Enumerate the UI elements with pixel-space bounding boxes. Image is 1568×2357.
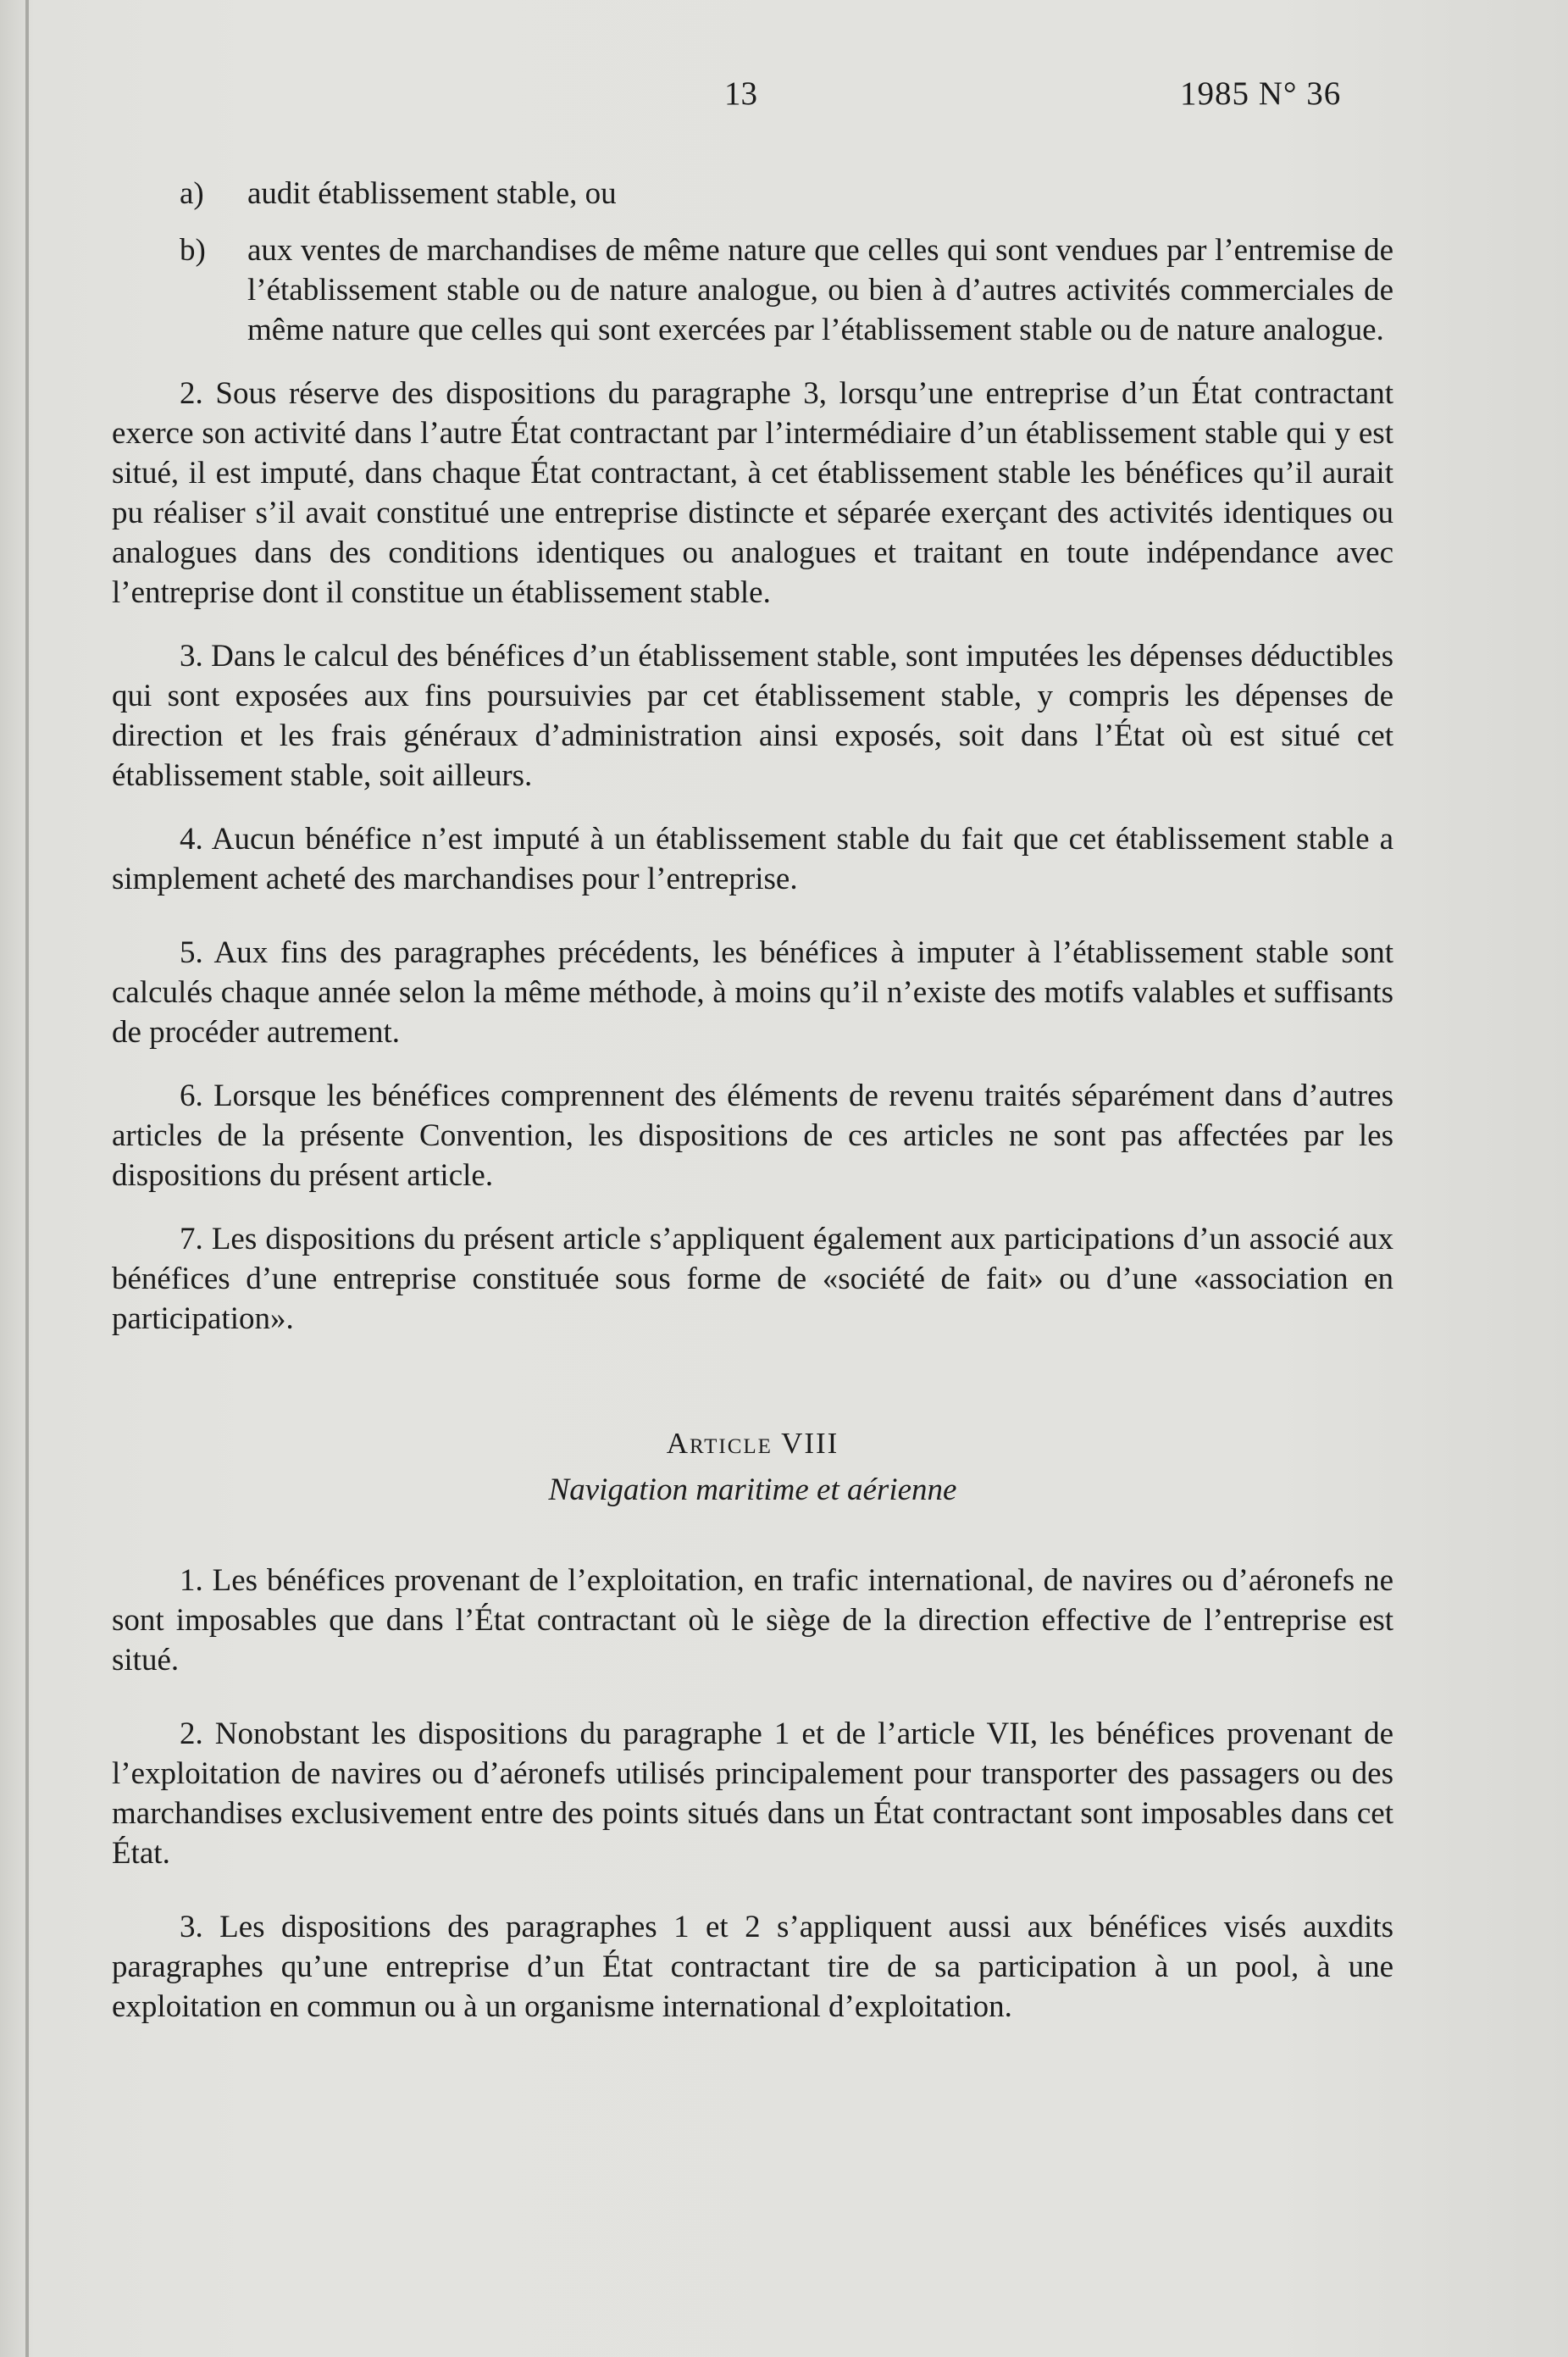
list-item-label: b): [180, 233, 206, 268]
paragraph-4: 4. Aucun bénéfice n’est imputé à un établissement stable du fait que cet établissement stable a simplement acheté des marchandises pour l’entreprise.: [112, 822, 1393, 896]
paragraph-5: 5. Aux fins des paragraphes précédents, les bénéfices à imputer à l’établissement stable sont calculés chaque année selon la même méthode, à moins qu’il n’existe des motifs valables et suffisants de procéder autrement.: [112, 935, 1393, 1050]
paragraph-3: 3. Dans le calcul des bénéfices d’un établissement stable, sont imputées les dépenses déductibles qui sont exposées aux fins poursuivies par cet établissement stable, y compris les dépenses de direction et les frais généraux d’administration ainsi exposés, soit dans l’État où est situé cet établissement stable, soit ailleurs.: [112, 639, 1393, 793]
page-number: 13: [724, 75, 757, 112]
page-header: [0, 68, 1568, 119]
article-viii-paragraph-2: 2. Nonobstant les dispositions du paragraphe 1 et de l’article VII, les bénéfices provenant de l’exploitation de navires ou d’aéronefs utilisés principalement pour transporter des passagers ou des marchandises exclusivement entre des points situés dans un État contractant sont imposables dans cet État.: [112, 1716, 1393, 1871]
document-reference: 1985 N° 36: [1180, 75, 1342, 112]
list-item-label: a): [180, 176, 204, 211]
paragraph-7: 7. Les dispositions du présent article s’appliquent également aux participations d’un associé aux bénéfices d’une entreprise constituée sous forme de «société de fait» ou d’une «association en participation».: [112, 1222, 1393, 1336]
binding-edge: [25, 0, 29, 2357]
paragraph-2: 2. Sous réserve des dispositions du paragraphe 3, lorsqu’une entreprise d’un État contractant exerce son activité dans l’autre État contractant par l’intermédiaire d’un établissement stable qui y est situé, il est imputé, dans chaque État contractant, à cet établissement stable les bénéfices qu’il aurait pu réaliser s’il avait constitué une entreprise distincte et séparée exerçant des activités identiques ou analogues dans des conditions identiques ou analogues et traitant en toute indépendance avec l’entreprise dont il constitue un établissement stable.: [112, 376, 1393, 610]
list-item-text: aux ventes de marchandises de même nature que celles qui sont vendues par l’entremise de l’établissement stable ou de nature analogue, ou bien à d’autres activités commerciales de même nature que celles qui sont exercées par l’établissement stable ou de nature analogue.: [247, 233, 1393, 347]
list-item-a: [112, 174, 1393, 214]
paragraph-6: 6. Lorsque les bénéfices comprennent des éléments de revenu traités séparément dans d’autres articles de la présente Convention, les dispositions de ces articles ne sont pas affectées par les dispositions du présent article.: [112, 1079, 1393, 1193]
page-body: [112, 174, 1393, 2050]
article-heading: Article VIII: [666, 1427, 839, 1460]
list-item-b: [112, 230, 1393, 350]
article-viii-paragraph-1: 1. Les bénéfices provenant de l’exploitation, en trafic international, de navires ou d’aéronefs ne sont imposables que dans l’État contractant où le siège de la direction effective de l’entreprise est situé.: [112, 1563, 1393, 1678]
article-viii-paragraph-3: 3. Les dispositions des paragraphes 1 et 2 s’appliquent aussi aux bénéfices visés auxdits paragraphes qu’une entreprise d’un État contractant tire de sa participation à un pool, à une exploitation en commun ou à un organisme international d’exploitation.: [112, 1910, 1393, 2024]
list-item-text: audit établissement stable, ou: [247, 176, 617, 211]
article-subtitle: Navigation maritime et aérienne: [548, 1472, 957, 1507]
